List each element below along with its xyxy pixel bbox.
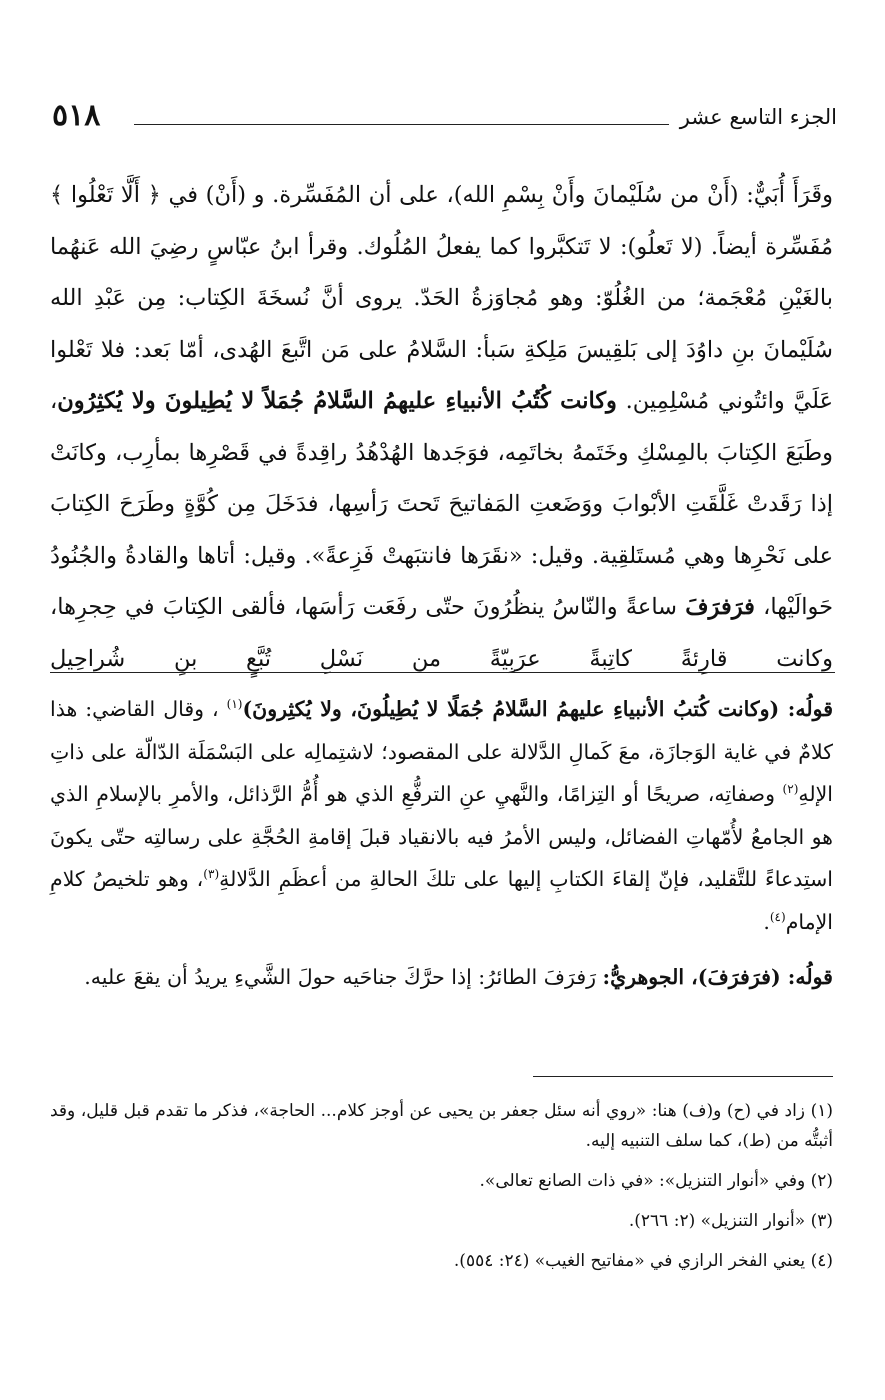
footnote — [50, 1096, 833, 1156]
footnote-number: (١) — [810, 1101, 833, 1121]
main-text-segment: ، وطَبَعَ الكِتابَ بالمِسْكِ وخَتَمهُ بخاتَمِه، فوَجَدها الهُدْهُدُ راقِدةً في قَصْرِها بمأرِب، وكانَتْ إذا رَقَدتْ غَلَّقَتِ الأبْوابَ ووَضَعتِ المَفاتيحَ تَحتَ رَأسِها، فدَخَلَ مِن كُوَّةٍ وطَرَحَ الكِتابَ على نَحْرِها وهي مُستَلقِية. وقيل: «نقَرَها فانتبَهتْ فَزِعةً». وقيل: أتاها والقادةُ والجُنُودُ حَوالَيْها، — [50, 388, 833, 620]
footnote-reference[interactable]: (٢) — [782, 782, 799, 797]
footnote-text: يعني الفخر الرازي في «مفاتيح الغيب» (٢٤: ٥٥٤). — [453, 1251, 806, 1271]
footnote-text: «أنوار التنزيل» (٢: ٢٦٦). — [628, 1211, 806, 1231]
commentary-segment: وصفاتِه، صريحًا أو التِزامًا، والنَّهيِ عنِ الترفُّعِ الذي هو أُمُّ الرَّذائل، والأمرِ بالإسلامِ الذي هو الجامعُ لأُمّهاتِ الفضائل، وليس الأمرُ فيه بالانقياد قبلَ إقامةِ الحُجَّةِ على رسالتِه حتّى يكونَ استِدعاءً للتَّقليد، فإنّ إلقاءَ الكتابِ إليها على تلكَ الحالةِ من أعظَمِ الدَّلالةِ — [50, 782, 833, 891]
commentary-paragraph — [50, 688, 833, 943]
commentary-lead: قولُه: (وكانت كُتبُ الأنبياءِ عليهمُ السَّلامُ جُمَلًا لا يُطِيلُونَ، ولا يُكثِرونَ) — [242, 697, 833, 721]
page-number: ٥١٨ — [52, 98, 101, 133]
commentary-segment: رَفرَفَ الطائرُ: إذا حرَّكَ جناحَيه حولَ الشَّيءِ يريدُ أن يقعَ عليه. — [84, 965, 603, 989]
commentary-segment: ، وهو تلخيصُ كلامِ الإمام — [50, 867, 833, 934]
commentary — [50, 688, 833, 999]
footnotes — [50, 1096, 833, 1276]
footnote — [50, 1166, 833, 1196]
commentary-segment: ، وقال القاضي: هذا كلامٌ في غاية الوَجازَة، معَ كَمالِ الدَّلالة على المقصود؛ لاشتِمالِه على البَسْمَلَة الدّالّة على ذاتِ الإلهِ — [50, 697, 833, 806]
footnote-number: (٤) — [810, 1251, 833, 1271]
commentary-lead: قولُه: (فرَفرَفَ)، الجوهريُّ: — [602, 965, 833, 989]
page-header — [52, 96, 837, 140]
footnote — [50, 1206, 833, 1236]
footnote-divider — [533, 1076, 833, 1077]
footnote-text: وفي «أنوار التنزيل»: «في ذات الصانع تعالى». — [479, 1171, 806, 1191]
main-text-segment: وقَرَأَ أُبَيٌّ: (أَنْ من سُلَيْمانَ وأَنْ بِسْمِ الله)، على أن المُفَسِّرة. و (أَنْ) في ﴿ أَلَّا تَعْلُوا ﴾ مُفَسِّرة أيضاً. (لا تَعلُو): لا تَتكبَّروا كما يفعلُ المُلُوك. وقرأ ابنُ عبّاسٍ رضِيَ الله عَنهُما بالغَيْنِ مُعْجَمة؛ من الغُلُوّ: وهو مُجاوَزةُ الحَدّ. يروى أنَّ نُسخَةَ الكِتاب: مِن عَبْدِ الله سُلَيْمانَ بنِ داوُدَ إلى بَلقِيسَ مَلِكةِ سَبأ: السَّلامُ على مَن اتَّبعَ الهُدى، أمّا بَعد: فلا تَعْلوا عَلَيَّ وائتُوني مُسْلِمِين. — [50, 182, 833, 414]
footnote-reference[interactable]: (٣) — [203, 867, 220, 882]
header-rule — [134, 124, 669, 125]
commentary-segment: . — [763, 909, 770, 934]
footnote-number: (٢) — [810, 1171, 833, 1191]
commentary-paragraph — [50, 956, 833, 999]
footnote-text: زاد في (ح) و(ف) هنا: «روي أنه سئل جعفر بن يحيى عن أوجز كلام... الحاجة»، فذكر ما تقدم قبل قليل، وقد أثبتُّه من (ط)، كما سلف التنبيه إليه. — [50, 1101, 833, 1151]
footnote — [50, 1246, 833, 1276]
main-text-bold-segment: وكانت كُتُبُ الأنبياءِ عليهمُ السَّلامُ جُمَلاً لا يُطِيلونَ ولا يُكثِرُون — [57, 388, 617, 414]
main-text — [50, 170, 833, 685]
main-paragraph — [50, 170, 833, 685]
main-text-segment: ساعةً والنّاسُ ينظُرُونَ حتّى رفَعَت رَأسَها، فألقى الكِتابَ في حِجرِها، وكانت قارِئةً كاتِبةً عرَبِيّةً من نَسْلِ تُبَّعٍ بنِ شُراحِيل — [50, 594, 833, 672]
footnote-number: (٣) — [810, 1211, 833, 1231]
text-commentary-divider — [50, 672, 835, 673]
footnote-reference[interactable]: (١) — [226, 697, 243, 712]
main-text-bold-segment: فرَفرَفَ — [685, 594, 755, 620]
running-title: الجزء التاسع عشر — [679, 105, 837, 129]
footnote-reference[interactable]: (٤) — [769, 909, 786, 924]
